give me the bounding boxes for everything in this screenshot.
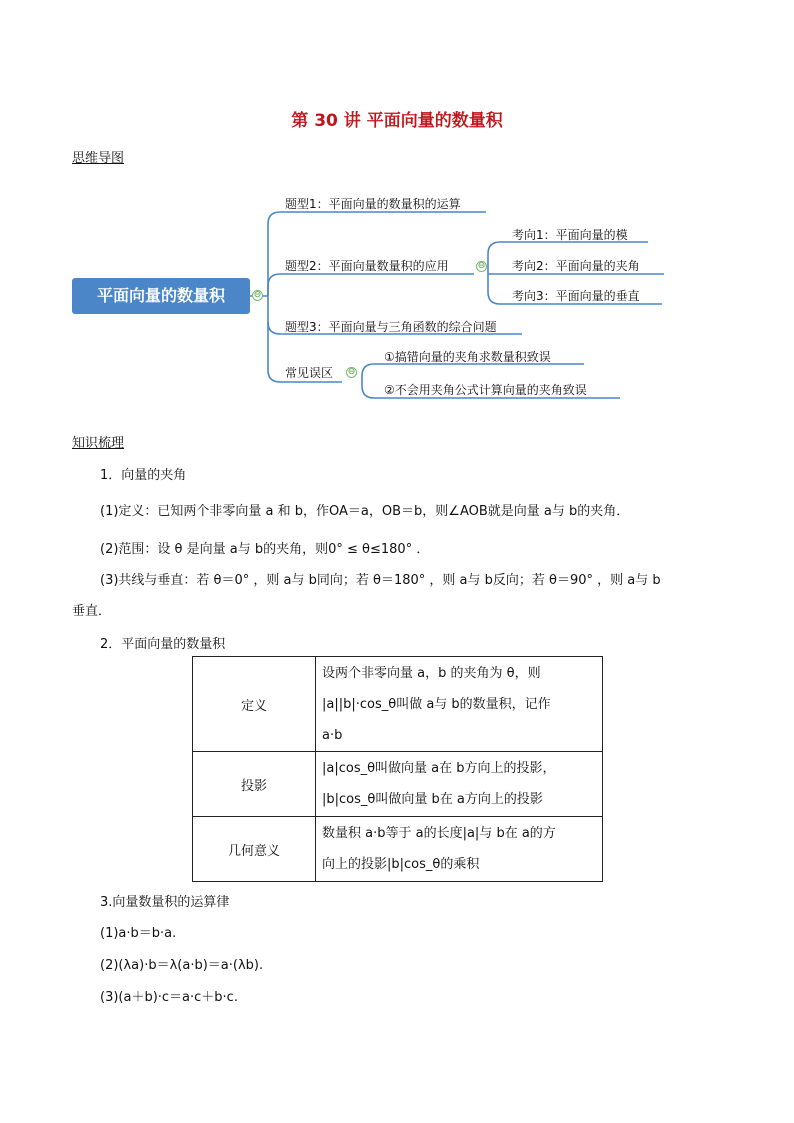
section3-line2: (2)(λa)·b＝λ(a·b)＝a·(λb). <box>100 958 264 973</box>
table-value <box>316 752 603 817</box>
table-value-line: a·b <box>322 727 343 743</box>
section2-heading: 2．平面向量的数量积 <box>100 637 226 652</box>
connector-n1 <box>268 212 486 296</box>
collapse-icon[interactable]: ⊖ <box>253 290 262 300</box>
collapse-icon[interactable]: ⊖ <box>477 261 486 271</box>
section1-heading: 1．向量的夹角 <box>100 468 187 483</box>
mindmap-node-mistake2: ②不会用夹角公式计算向量的夹角致误 <box>384 383 587 397</box>
mindmap-node-type3: 题型3：平面向量与三角函数的综合问题 <box>285 320 497 334</box>
table-key: 定义 <box>193 657 316 752</box>
table-row <box>193 752 603 817</box>
knowledge-heading: 知识梳理 <box>72 436 125 451</box>
table-value-line: 向上的投影|b|cos_θ的乘积 <box>322 857 480 872</box>
table-value-line: 设两个非零向量 a，b 的夹角为 θ，则 <box>322 665 541 681</box>
table-key: 几何意义 <box>193 817 316 882</box>
collapse-icon[interactable]: ⊖ <box>347 367 356 377</box>
table-value <box>316 817 603 882</box>
table-value <box>316 657 603 752</box>
mindmap-node-mistakes: 常见误区 <box>285 366 334 380</box>
definition-table <box>192 656 603 882</box>
table-key: 投影 <box>193 752 316 817</box>
section1-line3: (3)共线与垂直：若 θ＝0° ，则 a与 b同向；若 θ＝180° ，则 a与 b反向；若 θ＝90° ，则 a与 b <box>100 573 661 588</box>
table-row <box>193 657 603 752</box>
table-value-line: |b|cos_θ叫做向量 b在 a方向上的投影 <box>322 792 543 807</box>
table-value-line: |a|cos_θ叫做向量 a在 b方向上的投影， <box>322 761 556 776</box>
mindmap-node-direction2: 考向2：平面向量的夹角 <box>512 259 640 273</box>
section3-line3: (3)(a＋b)·c＝a·c＋b·c. <box>100 990 238 1005</box>
section1-line3-cont: 垂直． <box>72 604 112 619</box>
page-title: 第 30 讲 平面向量的数量积 <box>291 111 503 131</box>
mindmap-node-direction1: 考向1：平面向量的模 <box>512 228 628 242</box>
mindmap-node-type1: 题型1：平面向量的数量积的运算 <box>285 197 461 211</box>
table-row <box>193 817 603 882</box>
section1-line2: (2)范围：设 θ 是向量 a与 b的夹角，则0° ≤ θ≤180° ． <box>100 542 430 557</box>
section1-line1: (1)定义：已知两个非零向量 a 和 b，作OA＝a，OB＝b，则∠AOB就是向量 a与 b的夹角． <box>100 504 630 519</box>
mindmap-root: 平面向量的数量积 <box>72 278 250 314</box>
connector-n2 <box>268 274 474 296</box>
section3-heading: 3.向量数量积的运算律 <box>100 895 230 910</box>
section3-line1: (1)a·b＝b·a. <box>100 926 177 941</box>
mindmap-node-type2: 题型2：平面向量数量积的应用 <box>285 259 449 273</box>
table-value-line: 数量积 a·b等于 a的长度|a|与 b在 a的方 <box>322 826 556 841</box>
mindmap-node-direction3: 考向3：平面向量的垂直 <box>512 289 640 303</box>
mindmap-heading: 思维导图 <box>72 151 125 166</box>
table-value-line: |a||b|·cos_θ叫做 a与 b的数量积，记作 <box>322 696 551 712</box>
mindmap-node-mistake1: ①搞错向量的夹角求数量积致误 <box>384 350 551 364</box>
connector-n4a <box>362 364 584 382</box>
